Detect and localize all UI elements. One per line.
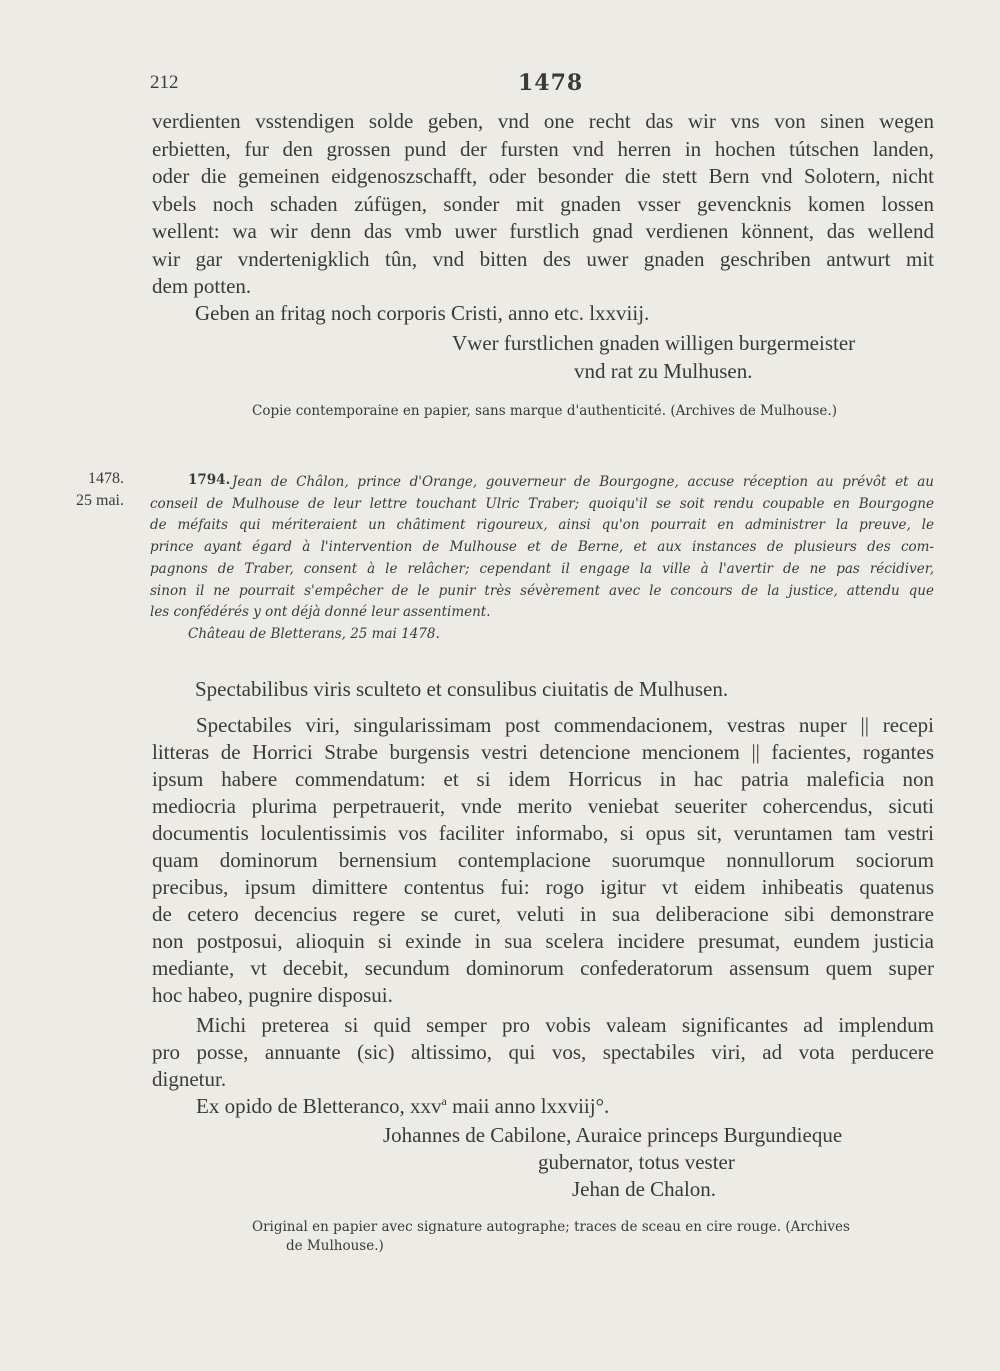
text-line: hoc habeo, pugnire disposui.: [152, 983, 393, 1007]
text-line: Spectabiles viri, singularissimam post commendacionem, vestras nuper || recepi: [196, 713, 934, 737]
text-line: documentis loculentissimis vos faciliter informabo, si opus sit, veruntamen tam vestri: [152, 821, 934, 845]
margin-date: 25 mai.: [76, 492, 124, 509]
text-line: Michi preterea si quid semper pro vobis valeam significantes ad implendum: [196, 1013, 934, 1037]
text-line: mediante, vt decebit, secundum dominorum confederatorum assensum quem super: [152, 956, 934, 980]
margin-year: 1478.: [88, 470, 124, 487]
entry-number: 1794.: [188, 472, 231, 488]
summary-line: sinon il ne pourrait s'empêcher de le punir très sévèrement avec le concours de la justice, attendu que: [150, 582, 934, 599]
letter-2-paragraph-1: [152, 712, 934, 1009]
text-line: mediocria plurima perpetrauerit, vnde merito veniebat seueriter cohercendus, sicuti: [152, 794, 934, 818]
text-line: verdienten vsstendigen solde geben, vnd one recht das wir vns von sinen wegen: [152, 109, 934, 133]
letter-1-date: Geben an fritag noch corporis Cristi, anno etc. lxxviij.: [195, 301, 650, 325]
page-header-year: 1478: [518, 70, 584, 96]
page-number: 212: [150, 72, 179, 93]
letter-2-source-note-line-1: Original en papier avec signature autographe; traces de sceau en cire rouge. (Archives: [252, 1219, 850, 1235]
letter-2-source-note-line-2: de Mulhouse.): [286, 1238, 384, 1254]
letter-2-signature-line-1: Johannes de Cabilone, Auraice princeps Burgundieque: [383, 1123, 843, 1147]
text-line: de cetero decencius regere se curet, veluti in sua deliberacione sibi demonstrare: [152, 902, 934, 926]
summary-line: Jean de Châlon, prince d'Orange, gouverneur de Bourgogne, accuse réception au prévôt et au: [232, 474, 934, 490]
entry-summary: [150, 472, 934, 646]
text-line: wir gar vndertenigklich tûn, vnd bitten des uwer gnaden geschriben antwurt mit: [152, 246, 934, 271]
letter-2-paragraph-2: [152, 1012, 934, 1093]
text-line: ipsum habere commendatum: et si idem Horricus in hac patria maleficia non: [152, 767, 934, 791]
letter-2-date-line: [196, 1094, 609, 1119]
text-line: erbietten, fur den grossen pund der fursten vnd herren in hochen tútschen landen,: [152, 136, 934, 161]
text-line: litteras de Horrici Strabe burgensis vestri detencione mencionem || facientes, rogantes: [152, 740, 934, 764]
summary-line: les confédérés y ont déjà donné leur assentiment.: [150, 604, 491, 621]
text-line: wellent: wa wir denn das vmb uwer furstlich gnad verdienen könnent, das wellend: [152, 219, 934, 243]
summary-line: de méfaits qui mériteraient un châtiment rigoureux, ainsi qu'on pourrait en administrer la preuve, le: [150, 517, 934, 534]
letter-1-body: [152, 108, 934, 301]
text-line: non postposui, alioquin si exinde in sua scelera incidere presumat, eundem justicia: [152, 929, 934, 953]
summary-line: conseil de Mulhouse de leur lettre touchant Ulric Traber; quoiqu'il se soit rendu coupable en Bourgogne: [150, 495, 934, 512]
summary-line: pagnons de Traber, consent à le relâcher; cependant il engage la ville à l'avertir de ne pas récidiver,: [150, 560, 934, 577]
letter-2-signature-line-3: Jehan de Chalon.: [572, 1177, 717, 1201]
text-line: dignetur.: [152, 1067, 227, 1091]
text-line: oder die gemeinen eidgenoszschafft, oder besonder die stett Bern vnd Solotern, nicht: [152, 164, 934, 188]
letter-2-signature-line-2: gubernator, totus vester: [538, 1150, 735, 1174]
date-line-superscript: a: [441, 1094, 447, 1108]
letter-2-address: Spectabilibus viris sculteto et consulibus ciuitatis de Mulhusen.: [195, 677, 729, 701]
text-line: precibus, ipsum dimittere contentus fui: rogo igitur vt eidem inhibeatis quatenus: [152, 875, 934, 899]
text-line: dem potten.: [152, 274, 252, 298]
letter-1-signature-line-2: vnd rat zu Mulhusen.: [574, 359, 753, 383]
summary-line: prince ayant égard à l'intervention de Mulhouse et de Berne, et aux instances de plusieurs des com-: [150, 539, 934, 556]
text-line: vbels noch schaden zúfügen, sonder mit gnaden vsser gevencknis komen lossen: [152, 191, 934, 216]
entry-place-date: Château de Bletterans, 25 mai 1478.: [188, 625, 440, 642]
date-line-prefix: Ex opido de Bletteranco, xxv: [196, 1094, 442, 1118]
letter-1-signature-line-1: Vwer furstlichen gnaden willigen burgermeister: [452, 331, 856, 355]
date-line-suffix: maii anno lxxviij°.: [446, 1094, 610, 1118]
text-line: quam dominorum bernensium contemplacione suorumque nonnullorum sociorum: [152, 848, 934, 872]
letter-1-source-note: Copie contemporaine en papier, sans marque d'authenticité. (Archives de Mulhouse.): [252, 403, 837, 419]
text-line: pro posse, annuante (sic) altissimo, qui vos, spectabiles viri, ad vota perducere: [152, 1040, 934, 1064]
